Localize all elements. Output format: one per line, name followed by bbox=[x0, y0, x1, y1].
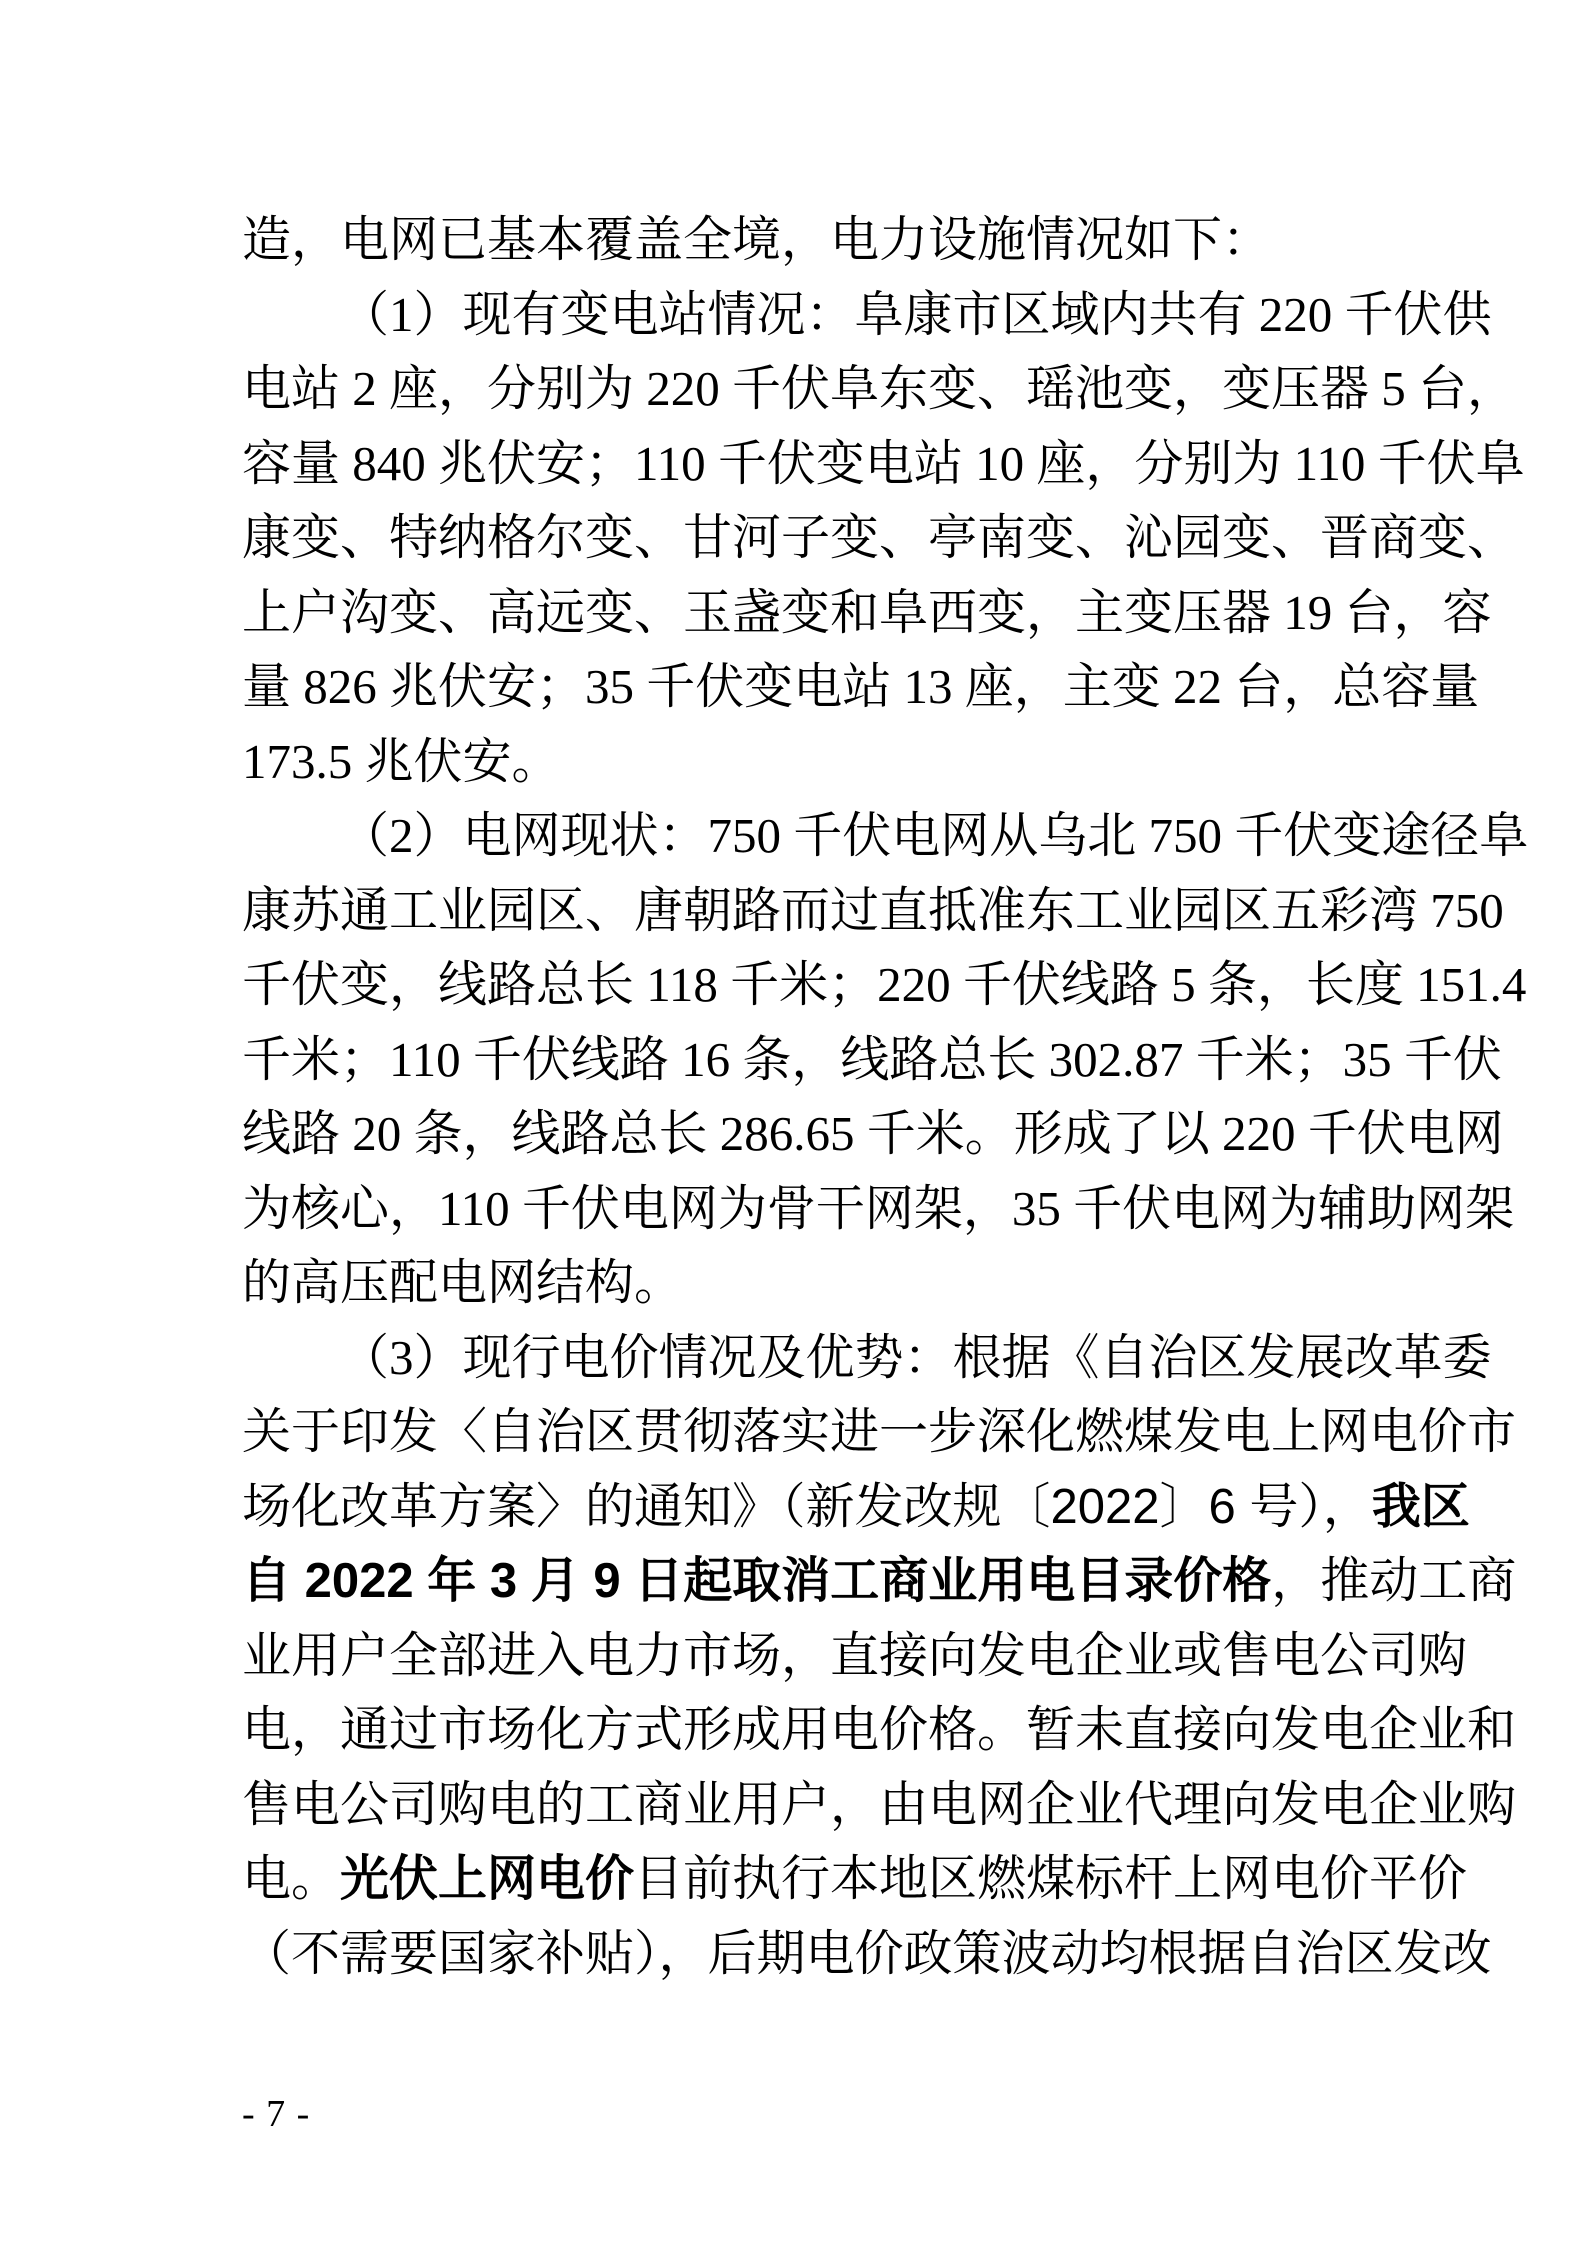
text-run: 根据《自治区发展改革委 bbox=[952, 1330, 1492, 1385]
text-run: 业用户全部进入电力市场，直接向发电企业或售电公司购 bbox=[242, 1628, 1468, 1683]
text-run: 场化改革方案〉的通知》（新发改规〔2022〕6 号）， bbox=[242, 1479, 1372, 1534]
text-line bbox=[242, 352, 1517, 427]
text-run: 康变、特纳格尔变、甘河子变、亭南变、沁园变、晋商变、 bbox=[242, 510, 1517, 565]
text-line bbox=[242, 1842, 1468, 1917]
text-line bbox=[242, 650, 1480, 725]
text-run: 电。 bbox=[242, 1852, 341, 1906]
text-body bbox=[242, 203, 1529, 1991]
text-line bbox=[242, 278, 1492, 353]
text-run: 关于印发〈自治区贯彻落实进一步深化燃煤发电上网电价市 bbox=[242, 1405, 1517, 1459]
text-run: 电站 2 座，分别为 220 千伏阜东变、瑶池变，变压器 5 台， bbox=[242, 361, 1517, 416]
text-line bbox=[242, 427, 1525, 502]
text-line bbox=[242, 1768, 1517, 1843]
text-run: 千伏变，线路总长 118 千米；220 千伏线路 5 条，长度 151.4 bbox=[242, 957, 1527, 1012]
text-line bbox=[242, 1693, 1517, 1768]
text-run: （3）现行电价情况及优势： bbox=[340, 1329, 953, 1385]
text-line bbox=[242, 1023, 1502, 1098]
text-run: （不需要国家补贴），后期电价政策波动均根据自治区发改 bbox=[242, 1926, 1492, 1981]
text-run: 上户沟变、高远变、玉盏变和阜西变，主变压器 19 台，容 bbox=[242, 584, 1492, 640]
text-run: 目前执行本地区燃煤标杆上网电价平价 bbox=[634, 1852, 1468, 1906]
text-line bbox=[242, 1246, 1425, 1321]
text-run: （1）现有变电站情况：阜康市区域内共有 220 千伏供 bbox=[340, 286, 1492, 342]
text-run: 线路 20 条，线路总长 286.65 千米。形成了以 220 千伏电网 bbox=[242, 1106, 1504, 1161]
text-line bbox=[242, 1172, 1515, 1247]
text-line bbox=[242, 1470, 1470, 1545]
text-line bbox=[242, 576, 1492, 651]
text-line bbox=[242, 1097, 1504, 1172]
text-run: 千米；110 千伏线路 16 条，线路总长 302.87 千米；35 千伏 bbox=[242, 1031, 1502, 1087]
text-line bbox=[242, 1321, 1492, 1396]
text-run: 电，通过市场化方式形成用电价格。暂未直接向发电企业和 bbox=[242, 1703, 1517, 1757]
text-line bbox=[242, 1544, 1517, 1619]
text-line bbox=[242, 948, 1527, 1023]
text-run: 173.5 兆伏安。 bbox=[242, 733, 561, 789]
text-run: 光伏上网电价 bbox=[340, 1852, 635, 1906]
text-run: 为核心，110 千伏电网为骨干网架，35 千伏电网为辅助网架 bbox=[242, 1180, 1515, 1236]
text-run: 容量 840 兆伏安；110 千伏变电站 10 座，分别为 110 千伏阜 bbox=[242, 435, 1525, 491]
text-line bbox=[242, 501, 1517, 576]
text-line bbox=[242, 1619, 1468, 1694]
text-line bbox=[242, 1395, 1517, 1470]
text-run: ，推动工商 bbox=[1271, 1554, 1517, 1608]
text-run: 的高压配电网结构。 bbox=[242, 1255, 684, 1310]
text-run: （2）电网现状：750 千伏电网从乌北 750 千伏变途径阜 bbox=[340, 808, 1529, 863]
text-run: 康苏通工业园区、唐朝路而过直抵准东工业园区五彩湾 750 bbox=[242, 882, 1504, 938]
text-line bbox=[242, 1917, 1492, 1992]
page-number: - 7 - bbox=[242, 2093, 311, 2135]
text-line bbox=[242, 799, 1529, 874]
text-run: 自 2022 年 3 月 9 日起取消工商业用电目录价格 bbox=[242, 1554, 1272, 1608]
text-run: 量 826 兆伏安；35 千伏变电站 13 座，主变 22 台，总容量 bbox=[242, 659, 1480, 714]
text-run: 我区 bbox=[1371, 1479, 1470, 1534]
text-line bbox=[242, 203, 1425, 278]
text-run: 售电公司购电的工商业用户，由电网企业代理向发电企业购 bbox=[242, 1777, 1517, 1832]
text-run: 造，电网已基本覆盖全境，电力设施情况如下： bbox=[242, 212, 1272, 267]
text-line bbox=[242, 874, 1504, 949]
text-line bbox=[242, 725, 1425, 800]
